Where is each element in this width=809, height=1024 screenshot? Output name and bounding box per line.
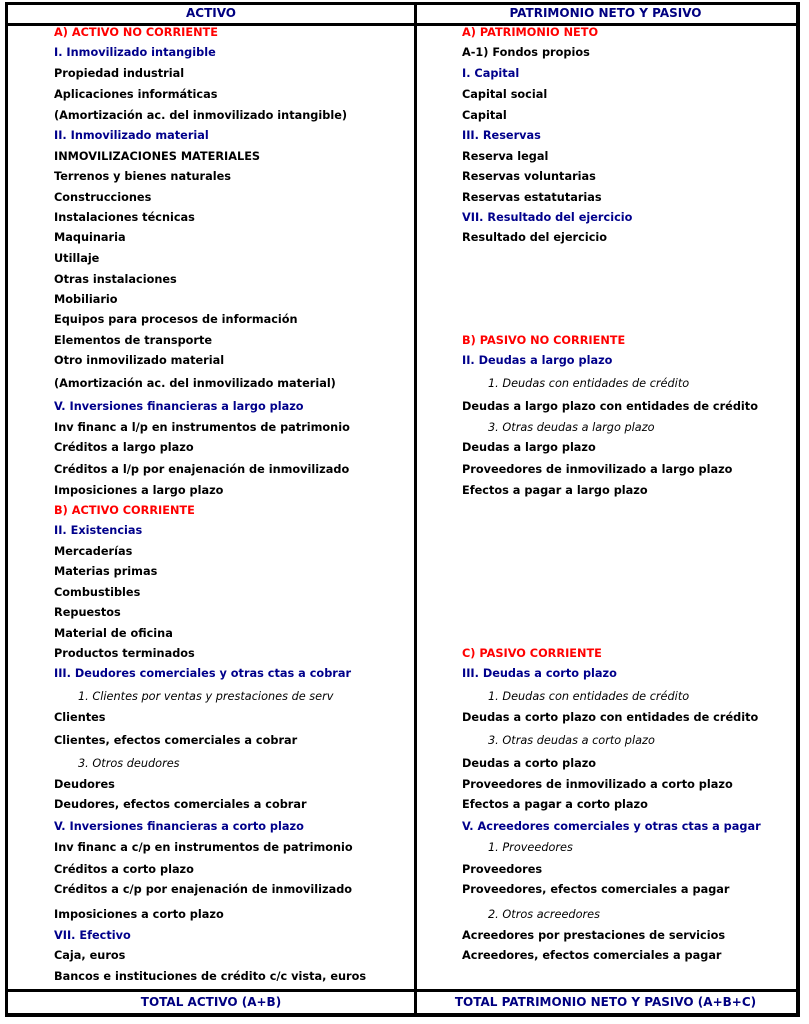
section-heading: A) PATRIMONIO NETO [462,26,599,39]
account-item: Resultado del ejercicio [462,231,608,244]
account-item: Caja, euros [54,949,126,962]
account-item: Deudores, efectos comerciales a cobrar [54,798,307,811]
subsection-heading: VII. Resultado del ejercicio [462,211,633,224]
account-item: Instalaciones técnicas [54,211,195,224]
account-item: Productos terminados [54,647,195,660]
pasivo-header: PATRIMONIO NETO Y PASIVO [509,6,702,20]
subsection-heading: V. Inversiones financieras a largo plazo [54,400,304,413]
account-item: Imposiciones a corto plazo [54,908,224,921]
total-pasivo: TOTAL PATRIMONIO NETO Y PASIVO (A+B+C) [454,995,757,1009]
subsection-heading: I. Inmovilizado intangible [54,46,216,59]
account-item: Proveedores, efectos comerciales a pagar [462,883,730,896]
group-heading: 1. Deudas con entidades de crédito [488,377,690,390]
account-item: Otro inmovilizado material [54,354,225,367]
account-item: (Amortización ac. del inmovilizado intangible) [54,109,348,122]
account-item: Clientes [54,711,106,724]
account-item: Reservas estatutarias [462,191,602,204]
account-item: Inv financ a c/p en instrumentos de patrimonio [54,841,353,854]
subsection-heading: V. Inversiones financieras a corto plazo [54,820,304,833]
group-heading: 1. Proveedores [488,841,573,854]
group-heading: 2. Otros acreedores [488,908,600,921]
account-item: Reserva legal [462,150,549,163]
account-item: Efectos a pagar a largo plazo [462,484,648,497]
account-item: Proveedores de inmovilizado a corto plazo [462,778,733,791]
account-item: Inv financ a l/p en instrumentos de patrimonio [54,421,350,434]
account-item: Deudas a largo plazo [462,441,596,454]
account-item: Maquinaria [54,231,126,244]
section-heading: A) ACTIVO NO CORRIENTE [54,26,218,39]
account-item: Deudas a corto plazo [462,757,597,770]
group-heading: 1. Deudas con entidades de crédito [488,690,690,703]
subsection-heading: III. Deudas a corto plazo [462,667,617,680]
subsection-heading: II. Deudas a largo plazo [462,354,613,367]
column-divider [414,2,417,1016]
account-item: Proveedores de inmovilizado a largo plazo [462,463,733,476]
subsection-heading: VII. Efectivo [54,929,131,942]
group-heading: 3. Otras deudas a largo plazo [488,421,655,434]
account-item: Capital [462,109,507,122]
account-item: Combustibles [54,586,141,599]
section-heading: C) PASIVO CORRIENTE [462,647,602,660]
subsection-heading: I. Capital [462,67,520,80]
account-item: Utillaje [54,252,100,265]
account-item: Aplicaciones informáticas [54,88,218,101]
section-heading: B) ACTIVO CORRIENTE [54,504,195,517]
account-item: Deudas a largo plazo con entidades de crédito [462,400,758,413]
account-item: Mercaderías [54,545,133,558]
account-item: Otras instalaciones [54,273,177,286]
account-item: Repuestos [54,606,121,619]
account-item: Elementos de transporte [54,334,213,347]
account-item: Deudores [54,778,115,791]
account-item: Mobiliario [54,293,118,306]
account-item: Créditos a l/p por enajenación de inmovilizado [54,463,350,476]
total-activo: TOTAL ACTIVO (A+B) [140,995,282,1009]
subsection-heading: III. Deudores comerciales y otras ctas a cobrar [54,667,352,680]
group-heading: 1. Clientes por ventas y prestaciones de serv [78,690,334,703]
activo-header: ACTIVO [185,6,237,20]
account-item: A-1) Fondos propios [462,46,590,59]
account-item: Deudas a corto plazo con entidades de crédito [462,711,759,724]
subsection-heading: V. Acreedores comerciales y otras ctas a pagar [462,820,761,833]
account-item: Clientes, efectos comerciales a cobrar [54,734,298,747]
account-item: INMOVILIZACIONES MATERIALES [54,150,261,163]
account-item: Proveedores [462,863,543,876]
account-item: Construcciones [54,191,152,204]
account-item: Reservas voluntarias [462,170,596,183]
subsection-heading: II. Inmovilizado material [54,129,209,142]
account-item: Efectos a pagar a corto plazo [462,798,648,811]
account-item: Créditos a corto plazo [54,863,194,876]
account-item: Créditos a c/p por enajenación de inmovilizado [54,883,353,896]
account-item: Equipos para procesos de información [54,313,298,326]
account-item: (Amortización ac. del inmovilizado material) [54,377,336,390]
group-heading: 3. Otras deudas a corto plazo [488,734,655,747]
subsection-heading: II. Existencias [54,524,143,537]
account-item: Material de oficina [54,627,173,640]
account-item: Acreedores por prestaciones de servicios [462,929,726,942]
account-item: Créditos a largo plazo [54,441,194,454]
account-item: Terrenos y bienes naturales [54,170,231,183]
account-item: Acreedores, efectos comerciales a pagar [462,949,722,962]
account-item: Bancos e instituciones de crédito c/c vista, euros [54,970,367,983]
section-heading: B) PASIVO NO CORRIENTE [462,334,626,347]
group-heading: 3. Otros deudores [78,757,180,770]
account-item: Propiedad industrial [54,67,185,80]
account-item: Imposiciones a largo plazo [54,484,224,497]
account-item: Materias primas [54,565,158,578]
subsection-heading: III. Reservas [462,129,541,142]
account-item: Capital social [462,88,548,101]
